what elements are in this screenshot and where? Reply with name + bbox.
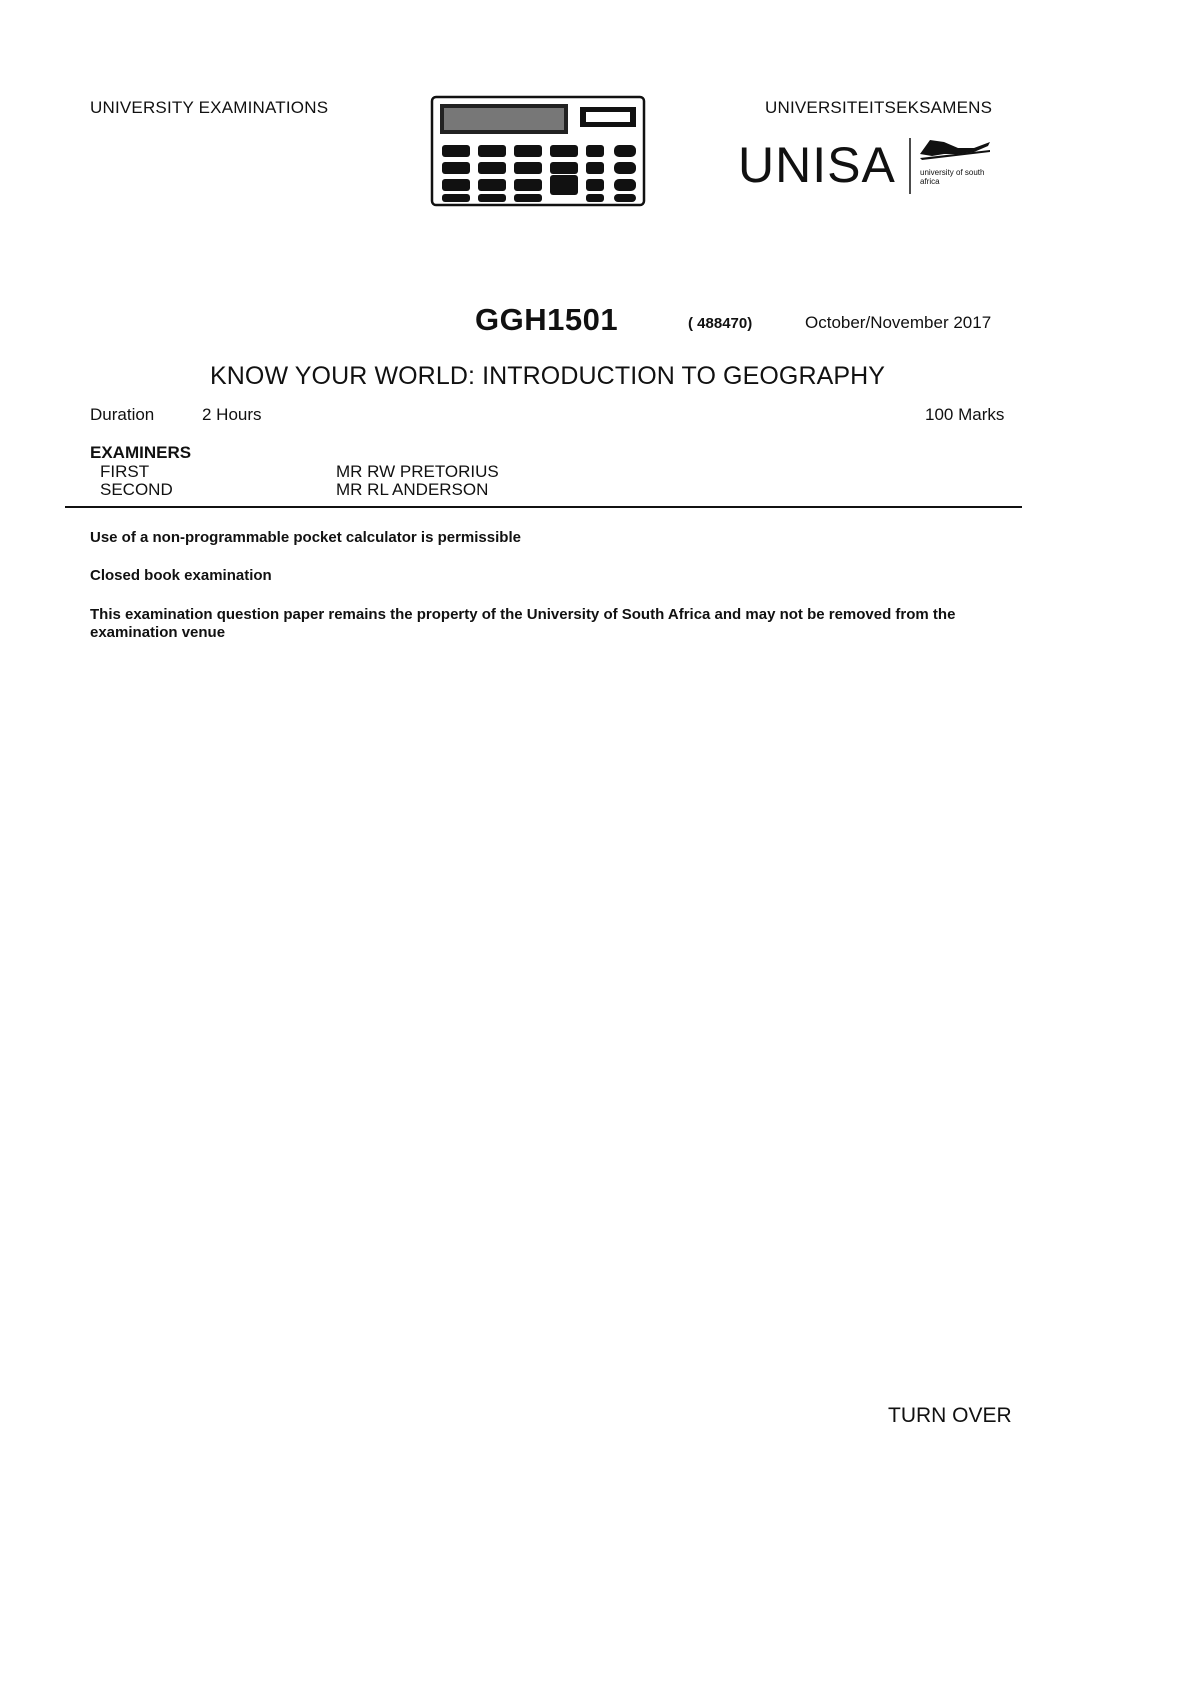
examiner-name-second: MR RL ANDERSON bbox=[336, 480, 489, 499]
examiner-name-first: MR RW PRETORIUS bbox=[336, 462, 499, 481]
logo-tagline: university of south africa bbox=[920, 168, 985, 186]
instruction-closed-book: Closed book examination bbox=[90, 567, 272, 584]
examiners-heading: EXAMINERS bbox=[90, 443, 192, 462]
paper-number: ( 488470) bbox=[688, 315, 753, 332]
unisa-logo bbox=[738, 134, 1000, 196]
header-universiteitseksamens: UNIVERSITEITSEKSAMENS bbox=[765, 98, 993, 117]
examiner-role-first: FIRST bbox=[100, 462, 150, 481]
course-code: GGH1501 bbox=[475, 302, 619, 337]
logo-wordmark: UNISA bbox=[738, 137, 896, 193]
exam-session: October/November 2017 bbox=[805, 313, 992, 332]
module-title: KNOW YOUR WORLD: INTRODUCTION TO GEOGRAPHY bbox=[210, 362, 886, 390]
total-marks: 100 Marks bbox=[925, 405, 1005, 424]
turn-over-note: TURN OVER bbox=[888, 1404, 1012, 1427]
instruction-property: This examination question paper remains the property of the University of South Africa and may not be removed from the examination venue bbox=[90, 606, 956, 641]
logo-emblem-icon bbox=[904, 136, 1000, 196]
header-university-examinations: UNIVERSITY EXAMINATIONS bbox=[90, 98, 329, 117]
header-divider bbox=[65, 506, 1022, 508]
calculator-icon bbox=[430, 95, 646, 207]
duration-value: 2 Hours bbox=[202, 405, 262, 424]
duration-label: Duration bbox=[90, 405, 155, 424]
instruction-calculator: Use of a non-programmable pocket calculator is permissible bbox=[90, 529, 521, 546]
examiner-role-second: SECOND bbox=[100, 480, 173, 499]
